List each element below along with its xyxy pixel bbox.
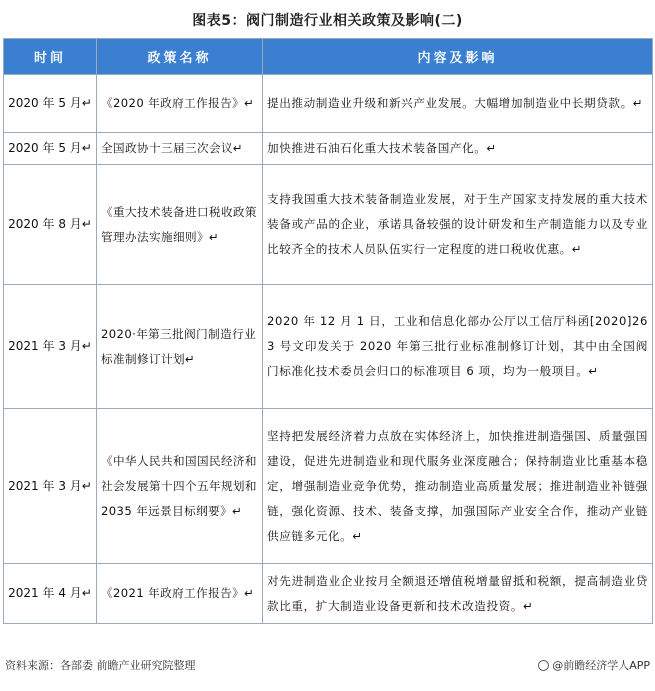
table-row [4,75,653,133]
row-content: 坚持把发展经济着力点放在实体经济上，加快推进制造强国、质量强国建设，促进先进制造业和现代服务业深度融合；保持制造业比重基本稳定，增强制造业竞争优势，推动制造业高质量发展；推进制造业补链强链，强化资源、技术、装备支撑，加强国际产业安全合作，推动产业链供应链多元化。↵ [263,409,653,564]
row-policy-name: 《中华人民共和国国民经济和社会发展第十四个五年规划和 2035 年远景目标纲要》↵ [97,409,263,564]
row-time: 2020 年 5 月↵ [4,133,97,165]
header-time: 时间 [4,39,97,75]
table-row [4,165,653,285]
table-row [4,285,653,409]
row-policy-name: 全国政协十三届三次会议↵ [97,133,263,165]
source-note: 资料来源：各部委 前瞻产业研究院整理 [5,659,196,672]
row-time: 2020 年 5 月↵ [4,75,97,133]
row-content: 提出推动制造业升级和新兴产业发展。大幅增加制造业中长期贷款。↵ [263,75,653,133]
row-policy-name: 《2020 年政府工作报告》↵ [97,75,263,133]
row-time: 2021 年 3 月↵ [4,409,97,564]
row-time: 2021 年 4 月↵ [4,564,97,624]
row-content: 2020 年 12 月 1 日，工业和信息化部办公厅以工信厅科函[2020]263 号文印发关于 2020 年第三批行业标准制修订计划，其中由全国阀门标准化技术委员会归口的标准项目 6 项，均为一般项目。↵ [263,285,653,409]
figure-title: 图表5：阀门制造行业相关政策及影响(二) [192,13,463,29]
row-policy-name: 2020·年第三批阀门制造行业标准制修订计划↵ [97,285,263,409]
table-row [4,133,653,165]
figure-footer [5,657,650,673]
row-content: 支持我国重大技术装备制造业发展，对于生产国家支持发展的重大技术装备或产品的企业，承诺具备较强的设计研发和生产制造能力以及专业比较齐全的技术人员队伍实行一定程度的进口税收优惠。↵ [263,165,653,285]
row-policy-name: 《重大技术装备进口税收政策管理办法实施细则》↵ [97,165,263,285]
brand-credit [538,657,650,673]
table-row [4,409,653,564]
row-policy-name: 《2021 年政府工作报告》↵ [97,564,263,624]
brand-label: @前瞻经济学人APP [552,659,650,672]
header-name: 政策名称 [97,39,263,75]
row-time: 2020 年 8 月↵ [4,165,97,285]
policy-table [3,38,653,624]
table-header-row [4,39,653,75]
row-content: 对先进制造业企业按月全额退还增值税增量留抵和税额，提高制造业贷款比重，扩大制造业设备更新和技术改造投资。↵ [263,564,653,624]
row-time: 2021 年 3 月↵ [4,285,97,409]
table-row [4,564,653,624]
header-content: 内容及影响 [263,39,653,75]
brand-logo-icon [538,660,549,671]
row-content: 加快推进石油石化重大技术装备国产化。↵ [263,133,653,165]
